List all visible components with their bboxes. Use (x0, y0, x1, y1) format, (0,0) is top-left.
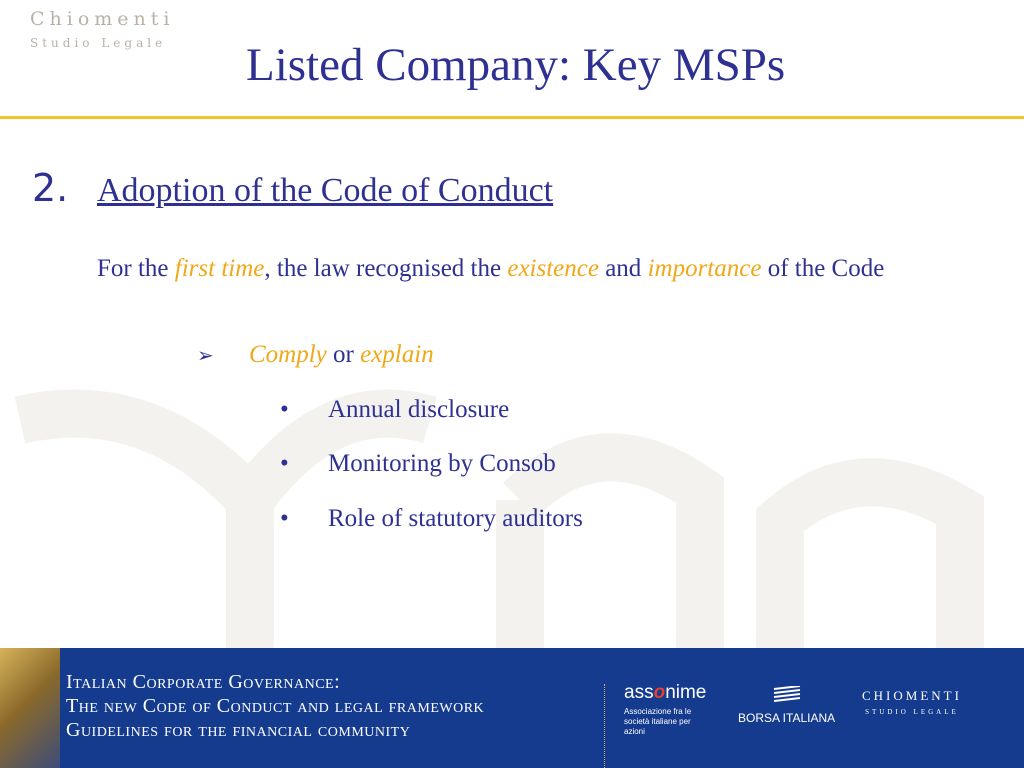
chiomenti-header-logo (30, 8, 175, 50)
chiomenti-name: CHIOMENTI (862, 688, 962, 703)
logo-line-1: Chiomenti (30, 8, 175, 30)
borsa-name: BORSA ITALIANA (738, 711, 836, 725)
footer-line-3: Guidelines for the financial community (66, 719, 411, 741)
bullet-label: Role of statutory auditors (328, 505, 583, 532)
footer-divider (604, 684, 605, 768)
chiomenti-subtitle: STUDIO LEGALE (865, 708, 959, 716)
logo-line-2: Studio Legale (30, 36, 167, 50)
borsa-emblem-icon (772, 686, 802, 702)
para-text-1: For the (97, 255, 175, 282)
bullet-item (280, 505, 583, 533)
para-highlight-3: importance (647, 255, 762, 282)
building-photo (0, 648, 60, 768)
intro-paragraph (97, 251, 1007, 287)
para-text-3: and (598, 255, 648, 282)
footer-line-2: The new Code of Conduct and legal framework (66, 695, 485, 717)
section-number: 2. (32, 166, 69, 210)
bullet-dot-icon: • (280, 396, 289, 423)
footer-caption (66, 670, 484, 742)
comply-or-explain-item (197, 341, 434, 369)
bullet-dot-icon: • (280, 505, 289, 532)
comply-text: Comply (249, 341, 327, 368)
borsa-italiana-logo (738, 686, 835, 725)
arrow-bullet-icon: ➢ (197, 343, 214, 367)
bullet-dot-icon: • (280, 450, 289, 477)
footer-banner (0, 648, 1024, 768)
bullet-label: Annual disclosure (328, 396, 510, 423)
footer-line-1: Italian Corporate Governance: (66, 671, 341, 693)
title-rule (0, 116, 1024, 119)
bullet-item (280, 450, 556, 478)
bullet-item (280, 396, 509, 424)
assonime-name-a: ass (624, 682, 654, 703)
slide-title: Listed Company: Key MSPs (246, 39, 786, 91)
bullet-label: Monitoring by Consob (328, 450, 556, 477)
section-title: Adoption of the Code of Conduct (97, 172, 554, 209)
assonime-subtitle: Associazione fra le società italiane per azioni (624, 707, 692, 736)
assonime-logo (624, 682, 712, 737)
or-text: or (326, 341, 361, 368)
para-text-2: , the law recognised the (264, 255, 508, 282)
assonime-name-c: nime (665, 682, 707, 703)
para-highlight-1: first time (174, 255, 265, 282)
para-text-4: of the Code (761, 255, 885, 282)
explain-text: explain (360, 341, 434, 368)
para-highlight-2: existence (507, 255, 599, 282)
chiomenti-footer-logo (862, 688, 962, 716)
assonime-name-b: o (653, 682, 666, 703)
